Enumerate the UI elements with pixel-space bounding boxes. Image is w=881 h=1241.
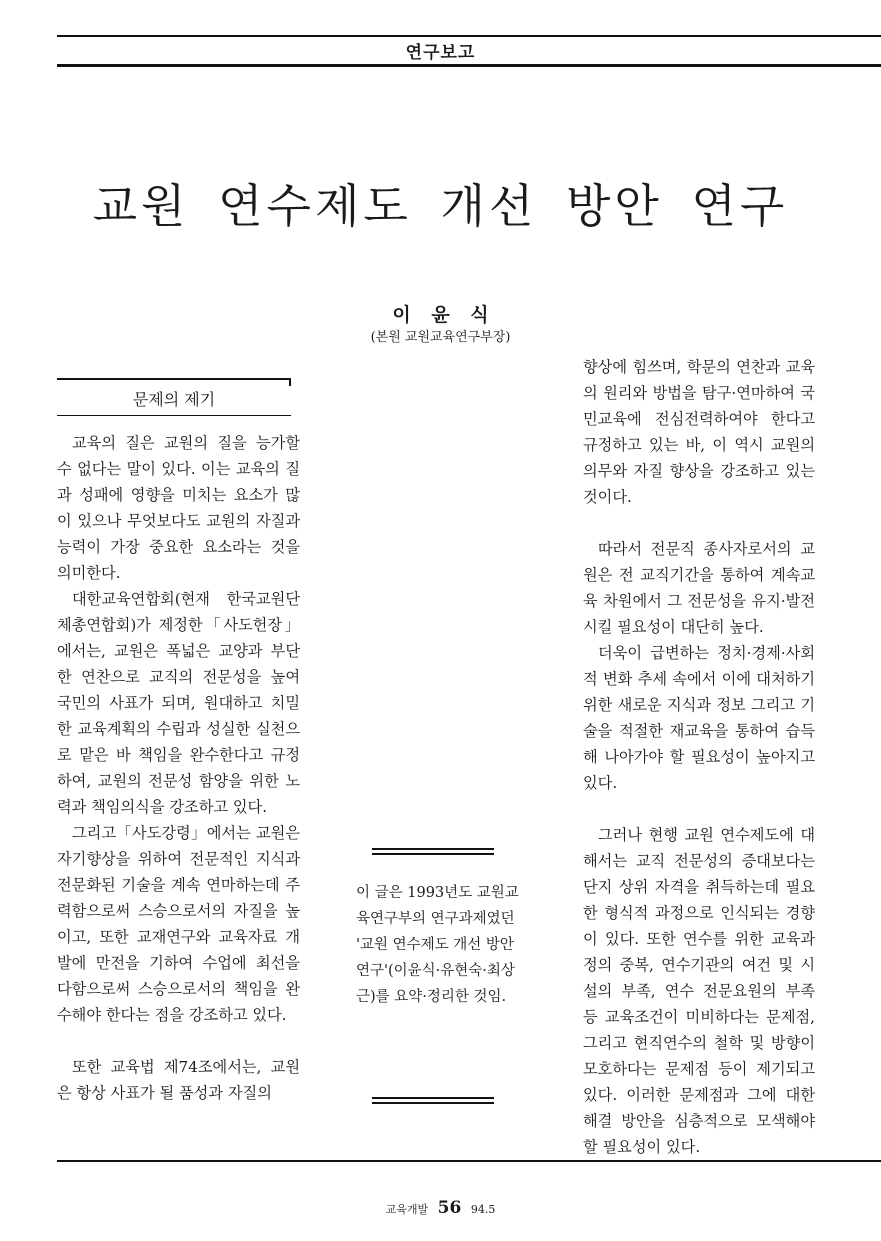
left-column (57, 430, 300, 1106)
paragraph: 또한 교육법 제74조에서는, 교원은 항상 사표가 될 품성과 자질의 (57, 1058, 300, 1102)
paragraph: 대한교육연합회(현재 한국교원단체총연합회)가 제정한「사도헌장」에서는, 교원은 폭넓은 교양과 부단한 연찬으로 교직의 전문성을 높여 국민의 사표가 되며, 원대하고 치밀한 교육계획의 수립과 성실한 실천으로 맡은 바 책임을 완수한다고 규정하여, 교원의 전문성 함양을 위한 노력과 책임의식을 강조하고 있다. (57, 590, 300, 816)
paragraph-gap (583, 510, 815, 536)
section-heading: 문제의 제기 (132, 390, 216, 409)
author-affiliation: (본원 교원교육연구부장) (370, 330, 511, 345)
paragraph: 더욱이 급변하는 정치·경제·사회적 변화 추세 속에서 이에 대처하기 위한 새로운 지식과 정보 그리고 기술을 적절한 재교육을 통하여 습득해 나아가야 할 필요성이 높아지고 있다. (583, 644, 815, 792)
article-note (356, 880, 528, 1010)
paragraph: 따라서 전문직 종사자로서의 교원은 전 교직기간을 통하여 계속교육 차원에서 그 전문성을 유지·발전시킬 필요성이 대단히 높다. (583, 540, 815, 636)
page-footer (0, 1198, 881, 1218)
paragraph-gap (583, 796, 815, 822)
paragraph: 그리고「사도강령」에서는 교원은 자기향상을 위하여 전문적인 지식과 전문화된 기술을 계속 연마하는데 주력함으로써 스승으로서의 자질을 높이고, 또한 교재연구와 교육자료 개발에 만전을 기하여 수업에 최선을 다함으로써 스승으로서의 책임을 완수해야 한다는 점을 강조하고 있다. (57, 824, 300, 1024)
author-name: 이 윤 식 (392, 304, 489, 326)
note-bottom-rule (372, 1097, 494, 1104)
note-text: 이 글은 1993년도 교원교육연구부의 연구과제였던 '교원 연수제도 개선 방안 연구'(이윤식·유현숙·최상근)를 요약·정리한 것임. (356, 885, 519, 1005)
journal-name: 교육개발 (385, 1203, 429, 1216)
heading-bottom-rule (57, 415, 291, 416)
issue-date: 94.5 (470, 1203, 496, 1216)
page-number: 56 (437, 1198, 462, 1218)
section-label: 연구보고 (405, 43, 476, 63)
heading-top-rule (57, 378, 291, 380)
paragraph: 향상에 힘쓰며, 학문의 연찬과 교육의 원리와 방법을 탐구·연마하여 국민교육에 전심전력하여야 한다고 규정하고 있는 바, 이 역시 교원의 의무와 자질 향상을 강조하고 있는 것이다. (583, 358, 815, 506)
paragraph-gap (57, 1028, 300, 1054)
article-title: 교원 연수제도 개선 방안 연구 (92, 179, 789, 233)
paragraph: 그러나 현행 교원 연수제도에 대해서는 교직 전문성의 증대보다는 단지 상위 자격을 취득하는데 필요한 형식적 과정으로 인식되는 경향이 있다. 또한 연수를 위한 교육과정의 중복, 연수기관의 여건 및 시설의 부족, 연수 전문요원의 부족 등 교육조건이 미비하다는 문제점, 그리고 현직연수의 철학 및 방향이 모호하다는 문제점 등이 제기되고 있다. 이러한 문제점과 그에 대한 해결 방안을 심층적으로 모색해야 할 필요성이 있다. (583, 826, 815, 1156)
header-top-rule (57, 35, 881, 37)
heading-side-rule (289, 378, 291, 386)
header-bottom-rule (57, 64, 881, 67)
paragraph: 교육의 질은 교원의 질을 능가할 수 없다는 말이 있다. 이는 교육의 질과 성패에 영향을 미치는 요소가 많이 있으나 무엇보다도 교원의 자질과 능력이 가장 중요한 요소라는 것을 의미한다. (57, 434, 300, 582)
right-column (583, 354, 815, 1160)
footer-rule (57, 1160, 881, 1162)
note-top-rule (372, 848, 494, 855)
